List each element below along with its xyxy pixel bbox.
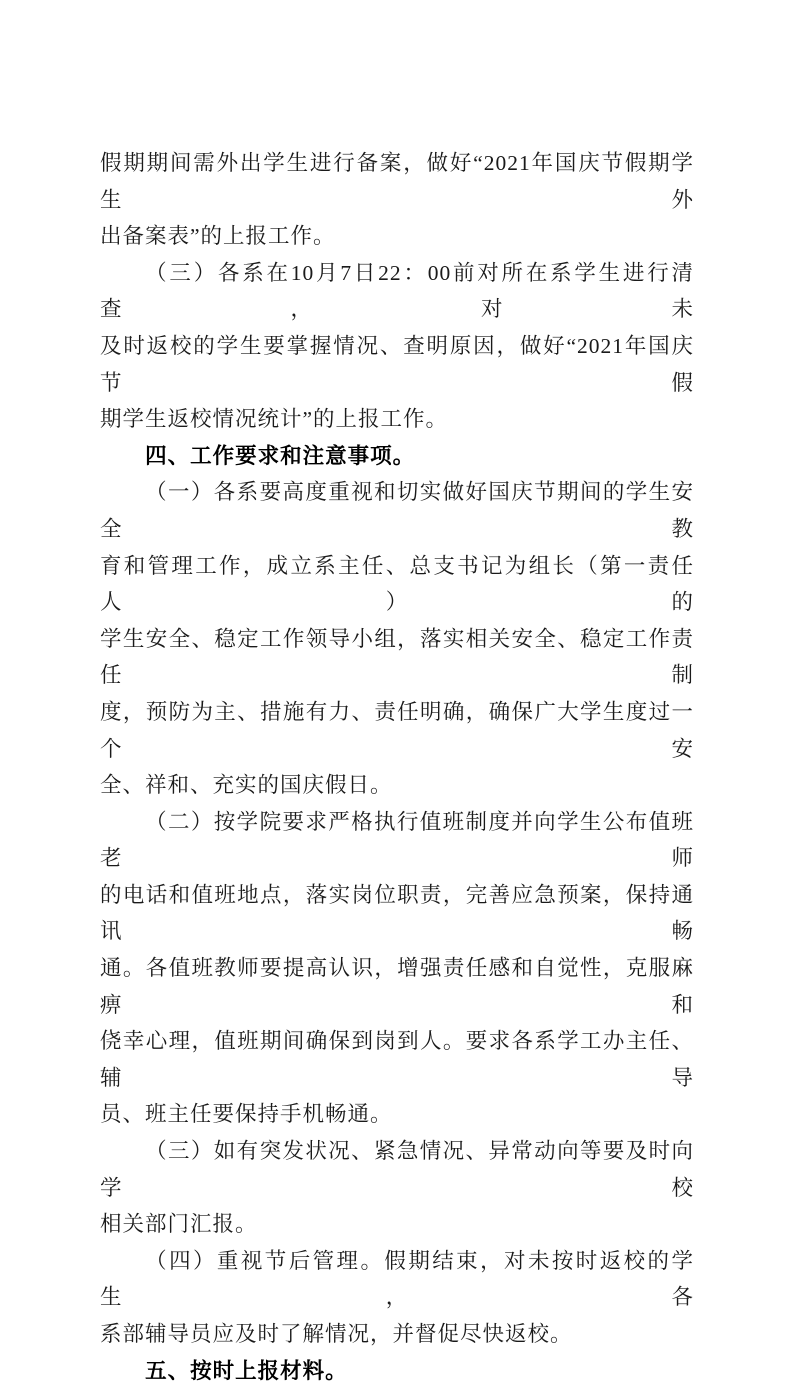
section-heading-5: 五、按时上报材料。 (145, 1358, 348, 1383)
doc-line-11: 全、祥和、充实的国庆假日。 (100, 773, 393, 798)
section-heading-4: 四、工作要求和注意事项。 (145, 443, 416, 468)
doc-line-3: （三）各系在10月7日22：00前对所在系学生进行清查，对未 (100, 260, 694, 322)
document-body (100, 145, 694, 1389)
doc-line-9: 学生安全、稳定工作领导小组，落实相关安全、稳定工作责任制 (100, 626, 694, 688)
doc-line-5: 期学生返校情况统计”的上报工作。 (100, 407, 449, 432)
doc-line-19: （四）重视节后管理。假期结束，对未按时返校的学生，各 (100, 1248, 694, 1310)
doc-line-4: 及时返校的学生要掌握情况、查明原因，做好“2021年国庆节假 (100, 333, 694, 395)
doc-line-7: （一）各系要高度重视和切实做好国庆节期间的学生安全教 (100, 480, 694, 541)
doc-line-20: 系部辅导员应及时了解情况，并督促尽快返校。 (100, 1322, 573, 1346)
doc-line-14: 通。各值班教师要提高认识，增强责任感和自觉性，克服麻痹和 (100, 956, 694, 1017)
doc-line-1: 假期期间需外出学生进行备案，做好“2021年国庆节假期学生外 (100, 151, 694, 212)
doc-line-8: 育和管理工作，成立系主任、总支书记为组长（第一责任人）的 (100, 553, 694, 615)
doc-line-16: 员、班主任要保持手机畅通。 (100, 1102, 393, 1127)
doc-line-12: （二）按学院要求严格执行值班制度并向学生公布值班老师 (100, 809, 694, 871)
doc-line-18: 相关部门汇报。 (100, 1212, 258, 1237)
doc-line-2: 出备案表”的上报工作。 (100, 224, 336, 249)
doc-line-10: 度，预防为主、措施有力、责任明确，确保广大学生度过一个安 (100, 699, 694, 761)
doc-line-13: 的电话和值班地点，落实岗位职责，完善应急预案，保持通讯畅 (100, 882, 694, 944)
doc-line-15: 侥幸心理，值班期间确保到岗到人。要求各系学工办主任、辅导 (100, 1029, 694, 1090)
doc-line-17: （三）如有突发状况、紧急情况、异常动向等要及时向学校 (100, 1139, 694, 1200)
